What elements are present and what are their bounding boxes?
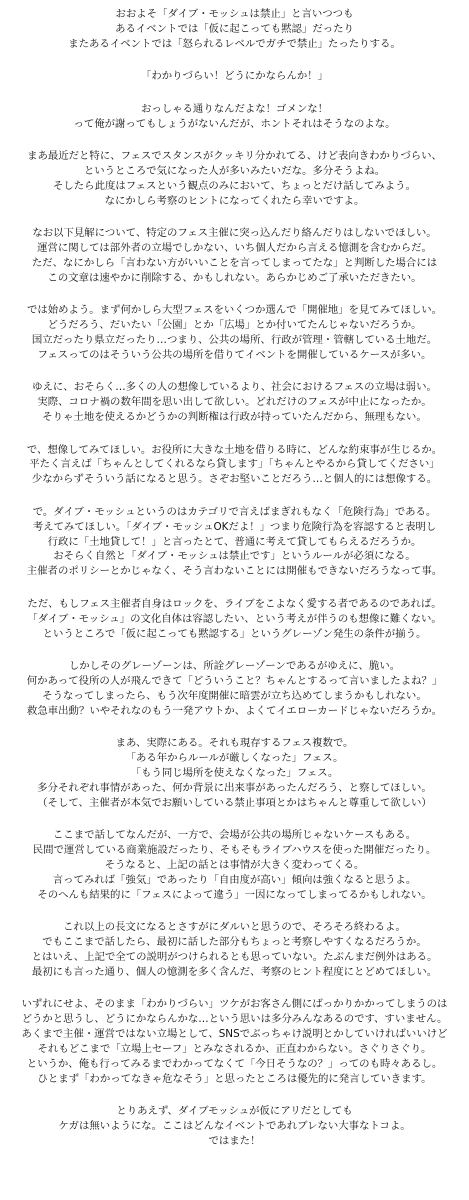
text-line: どうだろう、だいたい「公園」とか「広場」とか付いてたんじゃないだろうか。 [47, 319, 422, 332]
text-line: そりゃ土地を使えるかどうかの判断権は行政が持っていたんだから、無理もない。 [42, 411, 427, 424]
text-line: で。ダイブ・モッシュというのはカテゴリで言えばまぎれもなく「危険行為」である。 [32, 505, 437, 518]
text-line: あるイベントでは「仮に起こっても黙認」だったり [115, 22, 354, 35]
text-line: これ以上の長文になるとさすがにダルいと思うので、そろそろ終わるよ。 [63, 921, 406, 934]
text-line: 救急車出動？いやそれなのもう一発アウトか、よくてイエローカードじゃないだろうか。 [27, 704, 442, 717]
text-line: ここまで話してなんだが、一方で、会場が公共の場所じゃないケースもある。 [53, 829, 416, 842]
text-line: おおよそ「ダイブ・モッシュは禁止」と言いつつも [115, 8, 354, 20]
text-line: いずれにせよ、そのまま「わかりづらい」ツケがお客さん側にばっかりかかってしまうのは [21, 998, 448, 1011]
text-line: この文章は速やかに削除する、かもしれない。あらかじめご了承いただきたい。 [47, 271, 422, 284]
paragraph [5, 226, 464, 286]
text-line: 民間で運営している商業施設だったり、そもそもライブハウスを使った開催だったり。 [32, 844, 437, 857]
text-line: というか、俺も行ってみるまでわかってなくて「今日そうなの？」ってのも時々あるし。 [26, 1057, 443, 1070]
paragraph [5, 102, 464, 132]
text-line: って俺が謝ってもしょうがないんだが、ホントそれはそうなのよな。 [73, 117, 396, 130]
text-line: では始めよう。まず何かしら大型フェスをいくつか選んで「開催地」を見てみてほしい。 [26, 304, 443, 317]
paragraph [5, 736, 464, 811]
paragraph [5, 997, 464, 1086]
text-line: 言ってみれば「強気」であったり「自由度が高い」傾向は強くなると思うよ。 [52, 873, 417, 886]
text-line: おっしゃる通りなんだよな！ゴメンな！ [140, 102, 329, 115]
paragraph [5, 7, 464, 52]
text-line: そうなってしまったら、もう次年度開催に暗雲が立ち込めてしまうかもしれない。 [42, 689, 427, 702]
text-line: 実際、コロナ禍の数年間を思い出して欲しい。どれだけのフェスが中止になったか。 [37, 396, 432, 409]
paragraph [5, 443, 464, 488]
text-line: 国立だったり県立だったり…つまり、公共の場所、行政が管理・管轄している土地だ。 [31, 334, 438, 346]
paragraph [5, 1104, 464, 1149]
text-line: 多分それぞれ事情があった、何か背景に出来事があったんだろう、と察してほしい。 [37, 781, 432, 794]
text-line: 何かあって役所の人が飛んできて「どういうこと？ちゃんとするって言いましたよね？」 [26, 674, 443, 687]
paragraph [5, 505, 464, 580]
text-line: ただ、もしフェス主催者自身はロックを、ライブをこよなく愛する者であるのであれば。 [27, 597, 442, 610]
text-line: またあるイベントでは「怒られるレベルでガチで禁止」たったりする。 [68, 37, 401, 50]
text-line: 「もう同じ場所を使えなくなった」フェス。 [130, 766, 339, 779]
paragraph [5, 828, 464, 903]
text-line: どうかと思うし、どうにかならんかな…という思いは多分みんなあるのです、すいません。 [21, 1013, 448, 1026]
text-line: （そして、主催者が本気でお願いしている禁止事項とかはちゃんと尊重して欲しい） [37, 796, 432, 809]
text-line: まあ、実際にある。それも現存するフェス複数で。 [115, 737, 354, 750]
paragraph [5, 659, 464, 719]
text-line: とりあえず、ダイブモッシュが仮にアリだとしても [116, 1105, 353, 1118]
text-line: それもどこまで「立場上セーフ」とみなされるか、正直わからない。さぐりさぐり。 [37, 1043, 432, 1056]
text-line: あくまで主催・運営ではない立場として、SNSでぶっちゃけ説明とかしていければいいけど [21, 1028, 448, 1041]
text-line: しかしそのグレーゾーンは、所詮グレーゾーンであるがゆえに、脆い。 [68, 660, 401, 672]
text-line: で、想像してみてほしい。お役所に大きな土地を借りる時に、どんな約束事が生じるか。 [26, 443, 443, 456]
text-line: そしたら此度はフェスという観点のみにおいて、ちょっとだけ話してみよう。 [53, 179, 416, 192]
text-line: 最初にも言った通り、個人の憶測を多く含んだ、考察のヒント程度にとどめてほしい。 [31, 965, 438, 978]
text-line: まあ最近だと特に、フェスでスタンスがクッキリ分かれてる、けど表向きわかりづらい、 [27, 149, 442, 162]
text-line: そのへんも結果的に「フェスによって違う」一因になってしまってるかもしれない。 [37, 888, 432, 901]
text-line: でもここまで話したら、最初に話した部分もちょっと考察しやすくなるだろうか。 [42, 936, 427, 949]
text-line: ひとまず「わかってなきゃ危なそう」と思ったところは優先的に発言していきます。 [37, 1072, 432, 1085]
text-line: 運営に関しては部外者の立場でしかない、いち個人だから言える憶測を含むからだ。 [37, 241, 432, 254]
paragraph [5, 920, 464, 980]
paragraph [5, 149, 464, 209]
text-line: なにかしら考察のヒントになってくれたら幸いですよ。 [104, 194, 365, 207]
text-line: 「わかりづらい！どうにかならんか！」 [140, 70, 329, 83]
text-line: とはいえ、上記で全ての説明がつけられるとも思っていない。たぶんまだ例外はある。 [31, 951, 438, 963]
paragraph [5, 597, 464, 642]
paragraph [5, 69, 464, 84]
text-line: フェスってのはそういう公共の場所を借りてイベントを開催しているケースが多い。 [37, 348, 432, 361]
text-line: なお以下見解について、特定のフェス主催に突っ込んだり絡んだりはしないでほしい。 [32, 227, 437, 240]
text-line: 考えてみてほしい。「ダイブ・モッシュOKだよ！」つまり危険行為を容認すると表明し [32, 520, 437, 533]
text-line: 行政に「土地貸して！」と言ったとて、普通に考えて貸してもらえるだろうか。 [47, 535, 422, 548]
text-line: そうなると、上記の話とは事情が大きく変わってくる。 [104, 858, 365, 871]
text-line: 「ある年からルールが厳しくなった」フェス。 [125, 752, 344, 765]
text-line: 平たく言えば「ちゃんとしてくれるなら貸します」「ちゃんとやるから貸してください」 [29, 458, 440, 471]
text-line: ケガは無いようにな。ここはどんなイベントであれブレない大事なトコよ。 [58, 1120, 411, 1133]
paragraph [5, 380, 464, 425]
paragraph [5, 303, 464, 363]
text-line: というところで「仮に起こっても黙認する」というグレーゾン発生の条件が揃う。 [42, 627, 427, 640]
text-line: 少なからずそういう話になると思う。さぞお堅いことだろう…と個人的には想像する。 [31, 473, 438, 486]
text-line: おそらく自然と「ダイブ・モッシュは禁止です」というルールが必須になる。 [53, 550, 416, 563]
text-line: というところで気になった人が多いみたいだな。多分そうよね。 [83, 164, 386, 177]
text-line: ではまた！ [208, 1135, 261, 1148]
text-line: 主催者のポリシーとかじゃなく、そう言わないことには開催もできないだろうなって事。 [26, 565, 443, 578]
text-line: ただ、なにかしら「言わない方がいいことを言ってしまってたな」と判断した場合には [31, 256, 438, 269]
text-line: ゆえに、おそらく…多くの人の想像しているより、社会におけるフェスの立場は弱い。 [32, 381, 437, 394]
text-line: 「ダイブ・モッシュ」の文化自体は容認したい、という考えが伴うのも想像に難くない。 [27, 612, 442, 625]
